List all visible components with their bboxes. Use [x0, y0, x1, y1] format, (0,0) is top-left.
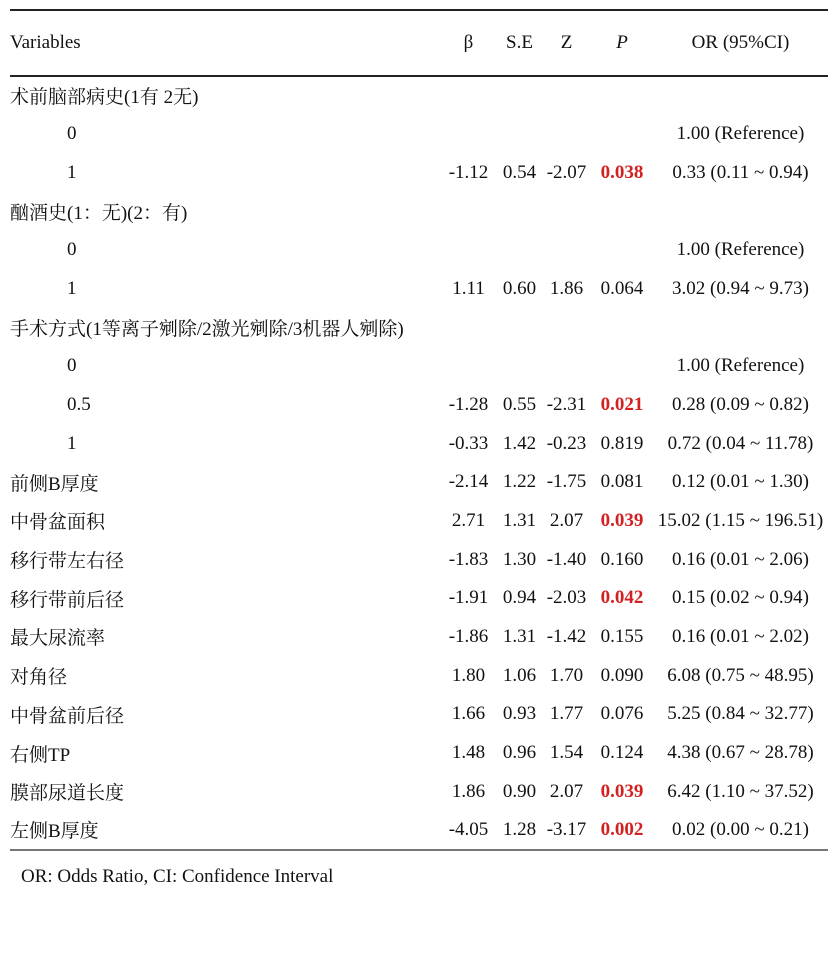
cell-variable: 前侧B厚度 — [10, 473, 99, 495]
cell-se: 0.60 — [502, 277, 537, 299]
cell-or: 4.38 (0.67 ~ 28.78) — [667, 742, 814, 764]
cell-or: 0.33 (0.11 ~ 0.94) — [672, 161, 809, 183]
cell-variable: 0 — [67, 355, 77, 377]
cell-z — [542, 76, 591, 115]
cell-variable: 最大尿流率 — [10, 628, 106, 650]
cell-z: -2.03 — [546, 587, 587, 609]
cell-z: 2.07 — [549, 780, 584, 802]
cell-z: 1.86 — [549, 277, 584, 299]
cell-p: 0.042 — [600, 587, 644, 609]
table-row — [10, 424, 828, 463]
cell-se: 1.06 — [502, 664, 537, 686]
cell-p: 0.081 — [600, 471, 644, 493]
cell-p: 0.155 — [600, 625, 644, 647]
cell-z — [542, 192, 591, 231]
cell-or: 0.02 (0.00 ~ 0.21) — [653, 811, 828, 850]
table-row — [10, 734, 828, 773]
cell-or: 1.00 (Reference) — [676, 355, 805, 377]
cell-variable: 1 — [67, 277, 77, 299]
header-row — [10, 10, 828, 76]
cell-z: 1.77 — [549, 703, 584, 725]
cell-z: -3.17 — [542, 811, 591, 850]
cell-or — [653, 308, 828, 347]
regression-table-container — [10, 9, 828, 851]
cell-se: 1.30 — [502, 548, 537, 570]
cell-beta — [440, 308, 497, 347]
cell-se — [497, 192, 542, 231]
header-p: P — [591, 10, 653, 76]
cell-beta: -4.05 — [440, 811, 497, 850]
cell-z: -2.31 — [546, 393, 587, 415]
cell-p — [591, 76, 653, 115]
cell-z: -1.75 — [546, 471, 587, 493]
table-row — [10, 502, 828, 541]
cell-variable: 0.5 — [67, 393, 91, 415]
cell-p: 0.021 — [600, 393, 644, 415]
table-row — [10, 76, 828, 115]
cell-or: 1.00 (Reference) — [676, 123, 805, 145]
cell-p: 0.039 — [600, 780, 644, 802]
table-row — [10, 579, 828, 618]
cell-p — [591, 115, 653, 154]
cell-beta — [440, 347, 497, 386]
cell-or — [653, 76, 828, 115]
cell-z — [542, 308, 591, 347]
cell-or: 6.08 (0.75 ~ 48.95) — [667, 664, 814, 686]
table-row — [10, 811, 828, 850]
cell-p — [591, 231, 653, 270]
cell-beta — [440, 115, 497, 154]
cell-beta: 1.86 — [451, 780, 486, 802]
cell-p: 0.039 — [600, 509, 644, 531]
cell-variable: 术前脑部病史(1有 2无) — [10, 87, 199, 109]
cell-or: 1.00 (Reference) — [676, 239, 805, 261]
cell-variable: 1 — [67, 161, 77, 183]
cell-or: 3.02 (0.94 ~ 9.73) — [672, 277, 809, 299]
cell-se — [497, 115, 542, 154]
cell-se: 1.22 — [502, 471, 537, 493]
cell-variable: 对角径 — [10, 667, 68, 689]
cell-se: 1.42 — [502, 432, 537, 454]
cell-p: 0.064 — [600, 277, 644, 299]
cell-beta: 1.80 — [451, 664, 486, 686]
cell-beta: -1.86 — [448, 625, 489, 647]
cell-z: -0.23 — [546, 432, 587, 454]
cell-or — [653, 192, 828, 231]
header-beta: β — [440, 10, 497, 76]
cell-se: 0.55 — [502, 393, 537, 415]
cell-or: 0.15 (0.02 ~ 0.94) — [672, 587, 809, 609]
cell-beta — [440, 231, 497, 270]
cell-variable: 移行带左右径 — [10, 551, 125, 573]
cell-p: 0.090 — [600, 664, 644, 686]
cell-variable: 手术方式(1等离子剜除/2激光剜除/3机器人剜除) — [10, 318, 404, 340]
cell-variable: 0 — [67, 123, 77, 145]
table-row — [10, 153, 828, 192]
cell-beta: 1.48 — [451, 742, 486, 764]
cell-se: 0.96 — [502, 742, 537, 764]
header-z: Z — [542, 10, 591, 76]
table-row — [10, 386, 828, 425]
cell-beta: -2.14 — [448, 471, 489, 493]
cell-se: 0.54 — [502, 161, 537, 183]
cell-or: 5.25 (0.84 ~ 32.77) — [667, 703, 814, 725]
cell-p: 0.160 — [600, 548, 644, 570]
cell-p: 0.819 — [600, 432, 644, 454]
cell-p — [591, 308, 653, 347]
table-row — [10, 772, 828, 811]
table-body — [10, 76, 828, 850]
cell-z — [542, 115, 591, 154]
regression-table — [10, 9, 828, 851]
cell-se: 0.90 — [502, 780, 537, 802]
cell-se: 0.93 — [502, 703, 537, 725]
cell-variable: 左侧B厚度 — [10, 811, 440, 850]
table-header — [10, 10, 828, 76]
table-row — [10, 308, 828, 347]
table-row — [10, 231, 828, 270]
cell-p: 0.076 — [600, 703, 644, 725]
cell-beta — [440, 192, 497, 231]
cell-or: 0.16 (0.01 ~ 2.02) — [672, 625, 809, 647]
cell-variable: 0 — [67, 239, 77, 261]
cell-se: 1.31 — [502, 509, 537, 531]
cell-or: 6.42 (1.10 ~ 37.52) — [667, 780, 814, 802]
table-row — [10, 115, 828, 154]
table-row — [10, 540, 828, 579]
cell-beta — [440, 76, 497, 115]
header-variables: Variables — [10, 10, 440, 76]
table-row — [10, 269, 828, 308]
cell-beta: 1.11 — [452, 277, 485, 299]
cell-variable: 1 — [67, 432, 77, 454]
cell-or: 15.02 (1.15 ~ 196.51) — [657, 509, 824, 531]
header-or: OR (95%CI) — [653, 10, 828, 76]
cell-p — [591, 347, 653, 386]
cell-variable: 右侧TP — [10, 744, 71, 766]
cell-se: 1.31 — [502, 625, 537, 647]
cell-or: 0.16 (0.01 ~ 2.06) — [672, 548, 809, 570]
cell-beta: -1.12 — [448, 161, 489, 183]
cell-se — [497, 308, 542, 347]
cell-beta: 2.71 — [451, 509, 486, 531]
cell-se: 0.94 — [502, 587, 537, 609]
cell-p: 0.124 — [600, 742, 644, 764]
cell-variable: 移行带前后径 — [10, 589, 125, 611]
cell-z: -2.07 — [546, 161, 587, 183]
cell-p: 0.038 — [600, 161, 644, 183]
cell-se: 1.28 — [497, 811, 542, 850]
cell-z: -1.42 — [546, 625, 587, 647]
cell-beta: -1.91 — [448, 587, 489, 609]
cell-z: 2.07 — [549, 509, 584, 531]
table-footnote: OR: Odds Ratio, CI: Confidence Interval — [21, 866, 334, 887]
cell-beta: -1.83 — [448, 548, 489, 570]
cell-or: 0.12 (0.01 ~ 1.30) — [672, 471, 809, 493]
cell-or: 0.28 (0.09 ~ 0.82) — [672, 393, 809, 415]
cell-z: 1.70 — [549, 664, 584, 686]
cell-variable: 中骨盆面积 — [10, 512, 106, 534]
cell-z: -1.40 — [546, 548, 587, 570]
cell-z — [542, 231, 591, 270]
cell-or: 0.72 (0.04 ~ 11.78) — [667, 432, 814, 454]
cell-z — [542, 347, 591, 386]
table-row — [10, 192, 828, 231]
cell-variable: 酗酒史(1：无)(2：有) — [10, 202, 188, 224]
header-se: S.E — [497, 10, 542, 76]
table-row — [10, 463, 828, 502]
cell-p — [591, 192, 653, 231]
cell-variable: 膜部尿道长度 — [10, 783, 125, 805]
cell-beta: 1.66 — [451, 703, 486, 725]
table-row — [10, 695, 828, 734]
cell-z: 1.54 — [549, 742, 584, 764]
cell-beta: -1.28 — [448, 393, 489, 415]
cell-p: 0.002 — [591, 811, 653, 850]
table-row — [10, 656, 828, 695]
cell-se — [497, 231, 542, 270]
cell-se — [497, 347, 542, 386]
cell-beta: -0.33 — [448, 432, 489, 454]
cell-variable: 中骨盆前后径 — [10, 705, 125, 727]
table-row — [10, 618, 828, 657]
cell-se — [497, 76, 542, 115]
table-row — [10, 347, 828, 386]
